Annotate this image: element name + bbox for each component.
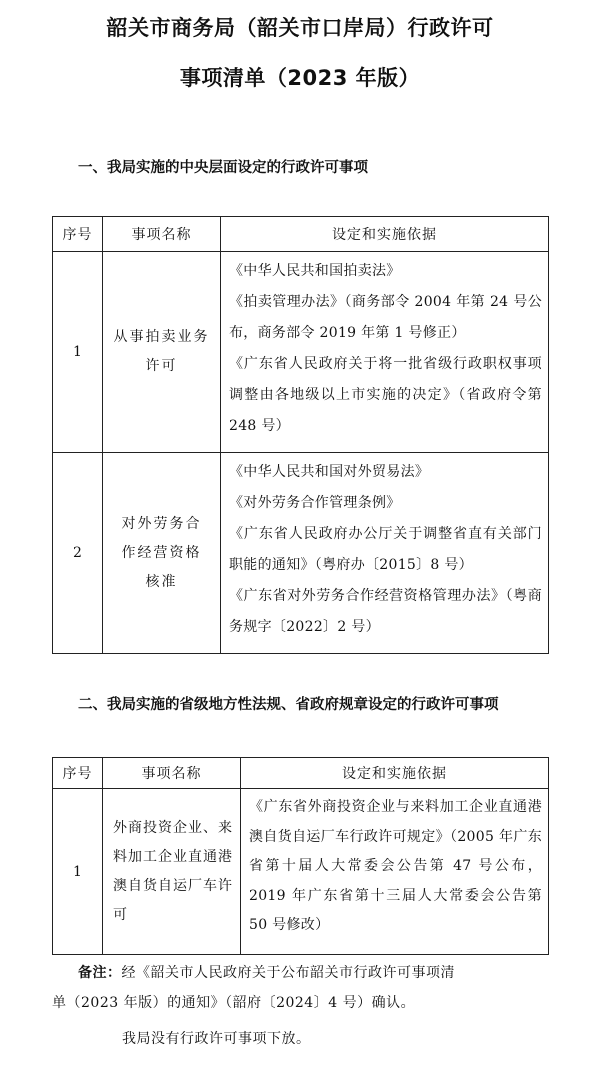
- row-num: 1: [53, 252, 103, 453]
- section2-heading: 二、我局实施的省级地方性法规、省政府规章设定的行政许可事项: [78, 697, 499, 713]
- table-header-row: [53, 758, 549, 789]
- row-num: 2: [53, 453, 103, 654]
- header-num: 序号: [53, 217, 103, 252]
- header-num: 序号: [53, 758, 103, 789]
- row-name: 从事拍卖业务许可: [103, 252, 221, 453]
- document-title-line2: 事项清单（2023 年版）: [179, 66, 421, 90]
- row-name: 对外劳务合作经营资格核准: [103, 453, 221, 654]
- basis-item: 《广东省人民政府办公厅关于调整省直有关部门职能的通知》（粤府办〔2015〕8 号）: [229, 526, 542, 573]
- section2-table: [52, 757, 549, 955]
- header-name: 事项名称: [103, 217, 221, 252]
- row-num: 1: [53, 789, 103, 955]
- note-label: 备注：: [78, 965, 122, 981]
- row-basis: [221, 453, 549, 654]
- header-basis: 设定和实施依据: [241, 758, 549, 789]
- note-line1: [78, 958, 550, 988]
- note-line2: 单（2023 年版）的通知》（韶府〔2024〕4 号）确认。: [52, 995, 416, 1011]
- row-basis: [221, 252, 549, 453]
- row-name: 外商投资企业、来料加工企业直通港澳自货自运厂车许可: [103, 789, 241, 955]
- basis-item: 《广东省对外劳务合作经营资格管理办法》（粤商务规字〔2022〕2 号）: [229, 588, 542, 635]
- table-row: [53, 789, 549, 955]
- basis-item: 《广东省外商投资企业与来料加工企业直通港澳自货自运厂车行政许可规定》（2005 年广东省第十届人大常委会公告第 47 号公布，2019 年广东省第十三届人大常委会公告第 50 号修改）: [249, 799, 542, 933]
- section1-heading: 一、我局实施的中央层面设定的行政许可事项: [78, 160, 368, 176]
- basis-item: 《中华人民共和国拍卖法》: [229, 263, 401, 279]
- note-text: 经《韶关市人民政府关于公布韶关市行政许可事项清: [121, 965, 455, 981]
- table-row: [53, 252, 549, 453]
- table-row: [53, 453, 549, 654]
- row-basis: [241, 789, 549, 955]
- header-name: 事项名称: [103, 758, 241, 789]
- section1-table: [52, 216, 549, 654]
- basis-item: 《中华人民共和国对外贸易法》: [229, 464, 430, 480]
- table-header-row: [53, 217, 549, 252]
- basis-item: 《广东省人民政府关于将一批省级行政职权事项调整由各地级以上市实施的决定》（省政府令第 248 号）: [229, 356, 542, 434]
- basis-item: 《对外劳务合作管理条例》: [229, 495, 401, 511]
- document-title-line1: 韶关市商务局（韶关市口岸局）行政许可: [106, 16, 494, 40]
- header-basis: 设定和实施依据: [221, 217, 549, 252]
- basis-item: 《拍卖管理办法》（商务部令 2004 年第 24 号公布，商务部令 2019 年第 1 号修正）: [229, 294, 542, 341]
- note-line3: 我局没有行政许可事项下放。: [122, 1031, 311, 1047]
